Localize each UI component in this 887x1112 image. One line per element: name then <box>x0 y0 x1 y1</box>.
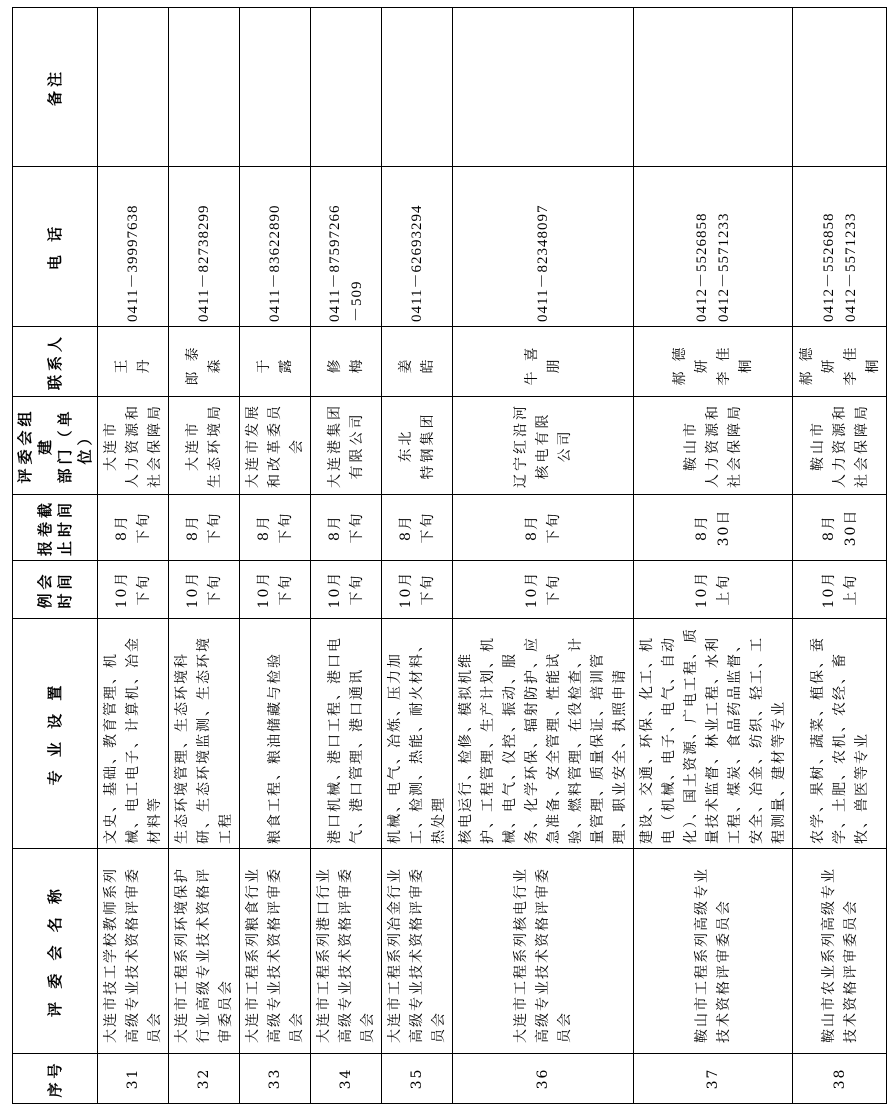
row-remarks <box>634 8 793 167</box>
row-deadline: 8月 下旬 <box>311 495 382 561</box>
row-majors: 粮食工程、粮油储藏与检验 <box>240 619 311 849</box>
row-remarks <box>240 8 311 167</box>
row-remarks <box>382 8 453 167</box>
row-organizer: 大连港集团 有限公司 <box>311 397 382 495</box>
row-phone: 0412－5526858 0412－5571233 <box>634 167 793 327</box>
row-seq: 36 <box>453 1054 634 1104</box>
row-committee-name: 大连市工程系列港口行业高级专业技术资格评审委员会 <box>311 849 382 1054</box>
row-organizer: 大连市 生态环境局 <box>169 397 240 495</box>
table-row <box>793 8 887 1104</box>
row-seq: 38 <box>793 1054 887 1104</box>
table-row <box>634 8 793 1104</box>
row-organizer: 大连市 人力资源和 社会保障局 <box>98 397 169 495</box>
row-remarks <box>793 8 887 167</box>
row-deadline: 8月 下旬 <box>240 495 311 561</box>
header-organizer: 评委会组建 部门（单位） <box>13 397 98 495</box>
row-majors: 文史、基础、教育管理、机械、电工电子、计算机、冶金材料等 <box>98 619 169 849</box>
row-phone: 0411－87597266 －509 <box>311 167 382 327</box>
row-session-time: 10月 下旬 <box>169 561 240 619</box>
row-deadline: 8月 30日 <box>634 495 793 561</box>
row-phone: 0411－39997638 <box>98 167 169 327</box>
row-majors: 机械、电气、冶炼、压力加工、检测、热能、耐火材料、热处理 <box>382 619 453 849</box>
row-seq: 37 <box>634 1054 793 1104</box>
table-row <box>169 8 240 1104</box>
row-phone: 0411－62693294 <box>382 167 453 327</box>
row-session-time: 10月 下旬 <box>240 561 311 619</box>
header-contact: 联系人 <box>13 327 98 397</box>
row-contact: 王 丹 <box>98 327 169 397</box>
row-majors: 建设、交通、环保、化工、机电（机械、电子、电气、自动化）、国土资源、广电工程、质量技术监督、林业工程、水利工程、煤炭、食品药品监督、安全、冶金、纺织、轻工、工程测量、建材等专业 <box>634 619 793 849</box>
row-phone: 0411－82738299 <box>169 167 240 327</box>
table-row <box>240 8 311 1104</box>
row-seq: 35 <box>382 1054 453 1104</box>
table-row <box>382 8 453 1104</box>
row-remarks <box>98 8 169 167</box>
row-phone: 0411－83622890 <box>240 167 311 327</box>
row-seq: 33 <box>240 1054 311 1104</box>
row-contact: 郝德妍 李佳桐 <box>793 327 887 397</box>
row-contact: 姜 皓 <box>382 327 453 397</box>
header-remarks: 备注 <box>13 8 98 167</box>
row-committee-name: 鞍山市工程系列高级专业技术资格评审委员会 <box>634 849 793 1054</box>
row-majors: 农学、果树、蔬菜、植保、蚕学、土肥、农机、农经、畜牧、兽医等专业 <box>793 619 887 849</box>
row-committee-name: 大连市工程系列冶金行业高级专业技术资格评审委员会 <box>382 849 453 1054</box>
row-contact: 郝德妍 李佳桐 <box>634 327 793 397</box>
header-session-time: 例会 时间 <box>13 561 98 619</box>
row-organizer: 大连市发展 和改革委员会 <box>240 397 311 495</box>
row-majors: 港口机械、港口工程、港口电气、港口管理、港口通讯 <box>311 619 382 849</box>
row-majors: 生态环境管理、生态环境科研、生态环境监测、生态环境工程 <box>169 619 240 849</box>
row-committee-name: 鞍山市农业系列高级专业技术资格评审委员会 <box>793 849 887 1054</box>
committee-table <box>12 7 887 1104</box>
row-contact: 修 梅 <box>311 327 382 397</box>
row-contact: 郎泰森 <box>169 327 240 397</box>
table-row <box>453 8 634 1104</box>
row-remarks <box>169 8 240 167</box>
row-seq: 34 <box>311 1054 382 1104</box>
header-committee-name: 评 委 会 名 称 <box>13 849 98 1054</box>
row-contact: 牛喜朋 <box>453 327 634 397</box>
header-phone: 电 话 <box>13 167 98 327</box>
row-session-time: 10月 上旬 <box>793 561 887 619</box>
row-committee-name: 大连市工程系列粮食行业高级专业技术资格评审委员会 <box>240 849 311 1054</box>
row-deadline: 8月 下旬 <box>169 495 240 561</box>
row-session-time: 10月 上旬 <box>634 561 793 619</box>
table-row <box>311 8 382 1104</box>
row-remarks <box>311 8 382 167</box>
row-session-time: 10月 下旬 <box>453 561 634 619</box>
header-seq: 序号 <box>13 1054 98 1104</box>
header-majors: 专 业 设 置 <box>13 619 98 849</box>
row-majors: 核电运行、检修、模拟机维护、工程管理、生产计划、机械、电气、仪控、振动、服务、化学环保、辐射防护、应急准备、安全管理、性能试验、燃料管理、在役检查、计量管理、质量保证、培训管理、职业安全、执照申请 <box>453 619 634 849</box>
row-session-time: 10月 下旬 <box>311 561 382 619</box>
row-organizer: 鞍山市 人力资源和 社会保障局 <box>793 397 887 495</box>
row-deadline: 8月 下旬 <box>453 495 634 561</box>
row-contact: 于 露 <box>240 327 311 397</box>
row-committee-name: 大连市工程系列环境保护行业高级专业技术资格评审委员会 <box>169 849 240 1054</box>
row-organizer: 鞍山市 人力资源和 社会保障局 <box>634 397 793 495</box>
row-deadline: 8月 30日 <box>793 495 887 561</box>
row-organizer: 辽宁红沿河 核电有限 公司 <box>453 397 634 495</box>
row-deadline: 8月 下旬 <box>382 495 453 561</box>
row-session-time: 10月 下旬 <box>382 561 453 619</box>
row-phone: 0412－5526858 0412－5571233 <box>793 167 887 327</box>
row-organizer: 东北 特钢集团 <box>382 397 453 495</box>
row-session-time: 10月 下旬 <box>98 561 169 619</box>
table-row <box>98 8 169 1104</box>
row-seq: 31 <box>98 1054 169 1104</box>
header-deadline: 报卷截 止时间 <box>13 495 98 561</box>
row-remarks <box>453 8 634 167</box>
row-committee-name: 大连市技工学校教师系列高级专业技术资格评审委员会 <box>98 849 169 1054</box>
row-seq: 32 <box>169 1054 240 1104</box>
row-phone: 0411－82348097 <box>453 167 634 327</box>
header-row <box>13 8 98 1104</box>
row-deadline: 8月 下旬 <box>98 495 169 561</box>
row-committee-name: 大连市工程系列核电行业高级专业技术资格评审委员会 <box>453 849 634 1054</box>
